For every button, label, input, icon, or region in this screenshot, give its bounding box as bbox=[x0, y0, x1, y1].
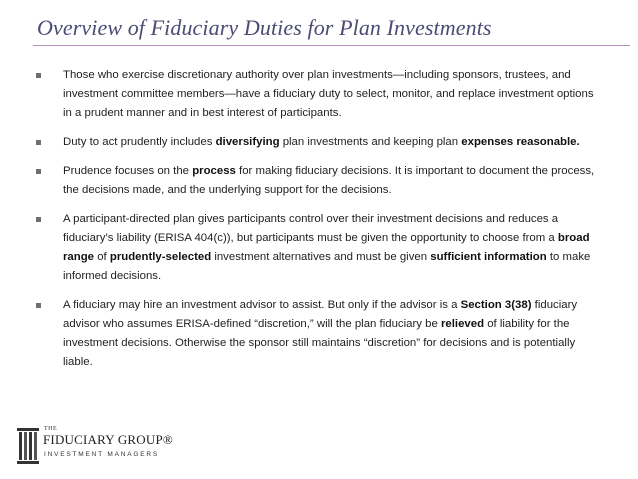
bullet-item bbox=[36, 296, 596, 372]
bullet-emphasis: sufficient information bbox=[430, 251, 547, 263]
columns-icon bbox=[16, 426, 40, 466]
bullet-text: plan investments and keeping plan bbox=[279, 136, 462, 148]
bullet-emphasis: process bbox=[192, 165, 236, 177]
bullet-text: Duty to act prudently includes bbox=[63, 136, 216, 148]
bullet-text: A participant-directed plan gives participants control over their investment decisions and reduces a fiduciary’s liability (ERISA 404(c)), but participants must be given the opportunity to choose from a bbox=[63, 213, 559, 244]
bullet-text: to make informed decisions. bbox=[63, 251, 591, 282]
bullet-marker-icon bbox=[36, 73, 41, 78]
bullet-text: Those who exercise discretionary authority over plan investments—including sponsors, trustees, and investment committee members—have a fiduciary duty to select, monitor, and replace investment options in a prudent manner and in best interest of participants. bbox=[63, 69, 594, 119]
bullet-emphasis: diversifying bbox=[215, 136, 280, 148]
bullet-text: of bbox=[94, 251, 110, 263]
bullet-marker-icon bbox=[36, 303, 41, 308]
logo-the: THE bbox=[44, 426, 58, 432]
bullet-text: A fiduciary may hire an investment advisor to assist. But only if the advisor is a bbox=[63, 299, 461, 311]
bullet-item bbox=[36, 66, 596, 123]
bullet-text: Prudence focuses on the bbox=[63, 165, 193, 177]
bullet-emphasis: relieved bbox=[440, 318, 485, 330]
bullet-item bbox=[36, 210, 596, 286]
slide-title: Overview of Fiduciary Duties for Plan Investments bbox=[37, 15, 492, 40]
bullet-marker-icon bbox=[36, 217, 41, 222]
bullet-emphasis: Section 3(38) bbox=[460, 299, 532, 311]
company-logo bbox=[16, 424, 173, 470]
logo-subtitle: INVESTMENT MANAGERS bbox=[44, 451, 159, 458]
bullet-item bbox=[36, 133, 596, 152]
bullet-emphasis: expenses reasonable. bbox=[461, 136, 580, 148]
bullet-text: of liability for the investment decisions. Otherwise the sponsor still maintains “discretion” for decisions and is potentially liable. bbox=[63, 318, 576, 368]
logo-name: FIDUCIARY GROUP® bbox=[43, 432, 173, 447]
bullet-text: for making fiduciary decisions. It is important to document the process, the decisions made, and the underlying support for the decisions. bbox=[63, 165, 595, 196]
bullet-marker-icon bbox=[36, 169, 41, 174]
bullet-item bbox=[36, 162, 596, 200]
bullet-emphasis: prudently-selected bbox=[109, 251, 212, 263]
bullet-text: fiduciary advisor who assumes ERISA-defined “discretion,” will the plan fiduciary be bbox=[63, 299, 578, 330]
title-divider bbox=[33, 45, 630, 46]
bullet-marker-icon bbox=[36, 140, 41, 145]
bullet-text: investment alternatives and must be given bbox=[211, 251, 431, 263]
bullet-list bbox=[36, 66, 596, 382]
bullet-emphasis: broad range bbox=[63, 232, 590, 263]
